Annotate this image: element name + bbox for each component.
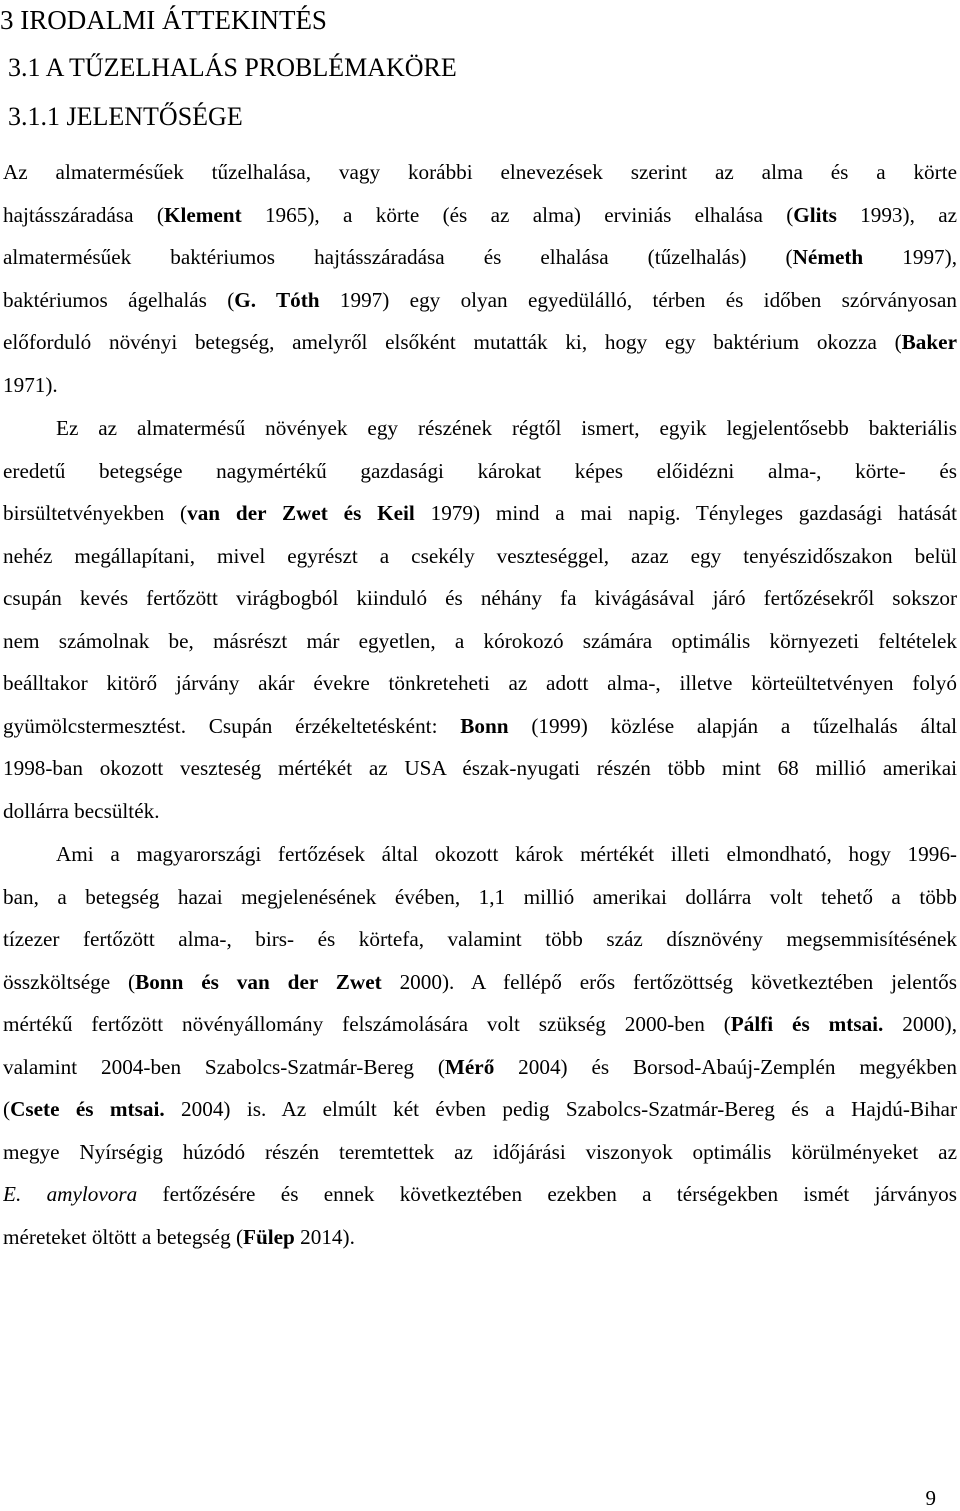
text-line bbox=[3, 662, 957, 705]
text-run: mértékű fertőzött növényállomány felszámolására volt szükség 2000-ben ( bbox=[3, 1012, 731, 1036]
citation-author: van der Zwet és Keil bbox=[187, 501, 415, 525]
text-run: ban, a betegség hazai megjelenésének évében, 1,1 millió amerikai dollárra volt tehető a több bbox=[3, 884, 957, 909]
citation-author: Bonn bbox=[460, 713, 509, 738]
citation-author: Glits bbox=[793, 202, 837, 227]
text-line bbox=[3, 279, 957, 322]
text-run: eredetű betegsége nagymértékű gazdasági károkat képes előidézni alma-, körte- és bbox=[3, 458, 957, 483]
text-line bbox=[3, 1173, 957, 1216]
text-run: összköltsége ( bbox=[3, 969, 136, 994]
text-line bbox=[3, 620, 957, 663]
text-run: nehéz megállapítani, mivel egyrészt a csekély veszteséggel, azaz egy tenyészidőszakon belül bbox=[3, 543, 957, 568]
text-line bbox=[3, 364, 957, 407]
text-line bbox=[3, 961, 957, 1004]
text-run: 2000), bbox=[883, 1012, 957, 1036]
text-line bbox=[3, 1088, 957, 1131]
text-run: Az almatermésűek tűzelhalása, vagy korábbi elnevezések szerint az alma és a körte bbox=[3, 160, 957, 184]
text-run: valamint 2004-ben Szabolcs-Szatmár-Bereg ( bbox=[3, 1054, 445, 1079]
text-line bbox=[3, 918, 957, 961]
page-number: 9 bbox=[925, 1486, 936, 1510]
text-line bbox=[3, 492, 957, 535]
text-run: 1993), az bbox=[836, 202, 957, 227]
text-line bbox=[3, 705, 957, 748]
text-line bbox=[3, 790, 957, 833]
text-line bbox=[3, 1131, 957, 1174]
text-run: megye Nyírségig húzódó részén teremtettek az időjárási viszonyok optimális körülményeket az bbox=[3, 1139, 957, 1164]
text-run: 1965), a körte (és az alma) erviniás elhalása ( bbox=[241, 202, 794, 227]
citation-author: Baker bbox=[901, 330, 957, 354]
text-run: hajtásszáradása ( bbox=[3, 202, 164, 227]
section-heading: 3.1 A TŰZELHALÁS PROBLÉMAKÖRE bbox=[8, 53, 457, 82]
subsection-heading: 3.1.1 JELENTŐSÉGE bbox=[8, 102, 243, 131]
text-line bbox=[3, 151, 957, 194]
text-run: méreteket öltött a betegség ( bbox=[3, 1224, 244, 1249]
text-run: birsültetvényekben ( bbox=[3, 501, 188, 525]
chapter-heading: 3 IRODALMI ÁTTEKINTÉS bbox=[0, 5, 327, 35]
text-line bbox=[3, 236, 957, 279]
text-run: 2004) is. Az elmúlt két évben pedig Szabolcs-Szatmár-Bereg és a Hajdú-Bihar bbox=[164, 1097, 957, 1121]
text-line bbox=[3, 577, 957, 620]
paragraph-1 bbox=[3, 151, 957, 406]
citation-author: G. Tóth bbox=[234, 287, 320, 312]
citation-author: Pálfi és mtsai. bbox=[730, 1012, 884, 1036]
text-line bbox=[3, 535, 957, 578]
text-run: nem számolnak be, másrészt már egyetlen, a kórokozó számára optimális környezeti feltételek bbox=[3, 628, 957, 653]
citation-author: Klement bbox=[163, 202, 242, 227]
text-run: Ez az almatermésű növények egy részének régtől ismert, egyik legjelentősebb bakteriális bbox=[56, 416, 957, 440]
citation-author: Fülep bbox=[243, 1224, 295, 1249]
text-run: csupán kevés fertőzött virágbogból kiinduló és néhány fa kivágásával járó fertőzésekről sokszor bbox=[3, 586, 957, 610]
text-run: fertőzésére és ennek következtében ezekben a térségekben ismét járványos bbox=[137, 1182, 957, 1206]
text-run: almatermésűek baktériumos hajtásszáradása és elhalása (tűzelhalás) ( bbox=[3, 245, 793, 269]
text-line bbox=[3, 407, 957, 450]
text-line bbox=[3, 194, 957, 237]
text-run: baktériumos ágelhalás ( bbox=[3, 287, 235, 312]
text-run: 1979) mind a mai napig. Tényleges gazdasági hatását bbox=[414, 501, 957, 525]
citation-author: Mérő bbox=[444, 1054, 495, 1079]
text-run: tízezer fertőzött alma-, birs- és körtefa, valamint több száz dísznövény megsemmisítésének bbox=[3, 927, 957, 951]
text-run: 1971). bbox=[3, 372, 58, 397]
species-name: E. amylovora bbox=[3, 1182, 138, 1206]
text-line bbox=[3, 833, 957, 876]
paragraph-2 bbox=[3, 407, 957, 832]
text-line bbox=[3, 876, 957, 919]
text-line bbox=[3, 450, 957, 493]
text-run: 2014). bbox=[294, 1224, 355, 1249]
text-line bbox=[3, 1003, 957, 1046]
text-run: ( bbox=[3, 1097, 11, 1121]
text-run: 2004) és Borsod-Abaúj-Zemplén megyékben bbox=[494, 1054, 957, 1079]
citation-author: Csete és mtsai. bbox=[10, 1097, 165, 1121]
text-run: 2000). A fellépő erős fertőzöttség következtében jelentős bbox=[381, 969, 957, 994]
text-line bbox=[3, 1216, 957, 1259]
text-run: 1998-ban okozott veszteség mértékét az USA észak-nyugati részén több mint 68 millió amerikai bbox=[3, 756, 957, 780]
text-run: előforduló növényi betegség, amelyről elsőként mutatták ki, hogy egy baktérium okozza ( bbox=[3, 330, 902, 354]
citation-author: Németh bbox=[792, 245, 864, 269]
text-line bbox=[3, 321, 957, 364]
text-run: dollárra becsülték. bbox=[3, 798, 160, 823]
text-run: 1997), bbox=[863, 245, 957, 269]
paragraph-3 bbox=[3, 833, 957, 1258]
text-run: (1999) közlése alapján a tűzelhalás által bbox=[508, 713, 957, 738]
text-run: Ami a magyarországi fertőzések által okozott károk mértékét illeti elmondható, hogy 1996- bbox=[56, 842, 957, 866]
text-line bbox=[3, 1046, 957, 1089]
text-line bbox=[3, 747, 957, 790]
text-run: 1997) egy olyan egyedülálló, térben és időben szórványosan bbox=[319, 287, 957, 312]
citation-author: Bonn és van der Zwet bbox=[135, 969, 382, 994]
text-run: gyümölcstermesztést. Csupán érzékeltetésként: bbox=[3, 713, 461, 738]
text-run: beálltakor kitörő járvány akár évekre tönkreteheti az adott alma-, illetve körteültetvényen folyó bbox=[3, 671, 957, 695]
